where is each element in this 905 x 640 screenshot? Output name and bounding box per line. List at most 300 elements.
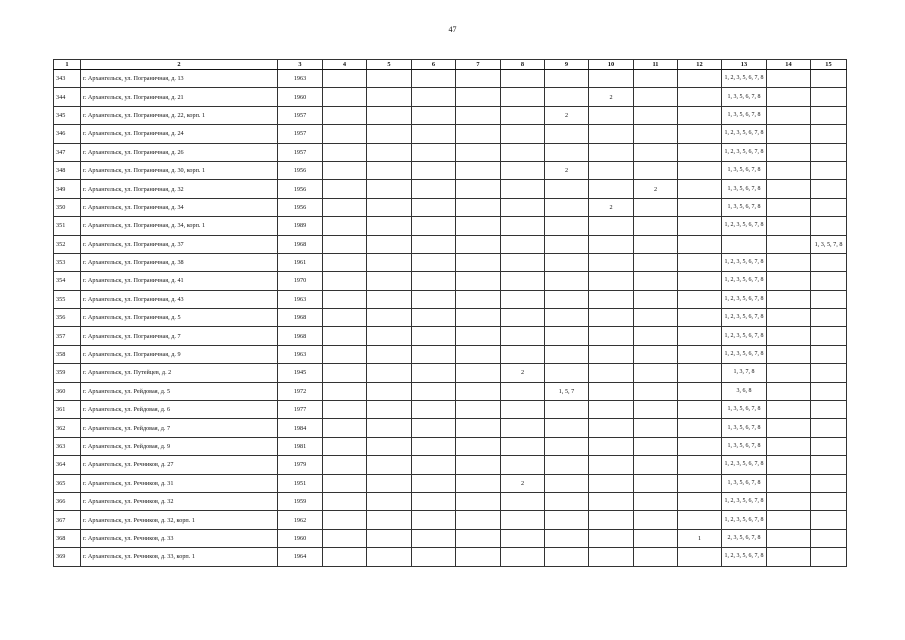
column-9-cell — [545, 511, 589, 529]
column-11-cell — [634, 327, 678, 345]
column-9-cell — [545, 401, 589, 419]
row-number-cell: 368 — [54, 529, 81, 547]
column-4-cell — [323, 235, 367, 253]
column-13-cell: 1, 3, 5, 6, 7, 8 — [722, 180, 767, 198]
column-10-cell — [589, 106, 634, 124]
address-cell: г. Архангельск, ул. Пограничная, д. 43 — [81, 290, 278, 308]
column-7-cell — [456, 88, 501, 106]
column-5-cell — [367, 437, 412, 455]
address-cell: г. Архангельск, ул. Пограничная, д. 41 — [81, 272, 278, 290]
column-header-15: 15 — [811, 60, 847, 70]
column-15-cell — [811, 364, 847, 382]
column-14-cell — [767, 511, 811, 529]
column-12-cell — [678, 290, 722, 308]
year-cell: 1945 — [278, 364, 323, 382]
year-cell: 1957 — [278, 125, 323, 143]
column-6-cell — [412, 106, 456, 124]
column-14-cell — [767, 253, 811, 271]
column-9-cell — [545, 235, 589, 253]
column-12-cell — [678, 253, 722, 271]
column-12-cell — [678, 272, 722, 290]
column-5-cell — [367, 143, 412, 161]
column-10-cell — [589, 382, 634, 400]
column-6-cell — [412, 327, 456, 345]
address-cell: г. Архангельск, ул. Пограничная, д. 38 — [81, 253, 278, 271]
table-header — [54, 60, 847, 70]
column-header-13: 13 — [722, 60, 767, 70]
table-body — [54, 70, 847, 567]
column-9-cell — [545, 125, 589, 143]
column-6-cell — [412, 548, 456, 566]
column-6-cell — [412, 529, 456, 547]
column-9-cell — [545, 548, 589, 566]
column-7-cell — [456, 180, 501, 198]
column-header-7: 7 — [456, 60, 501, 70]
column-13-cell: 3, 6, 8 — [722, 382, 767, 400]
column-10-cell: 2 — [589, 88, 634, 106]
column-10-cell — [589, 456, 634, 474]
row-number-cell: 344 — [54, 88, 81, 106]
column-6-cell — [412, 235, 456, 253]
column-7-cell — [456, 529, 501, 547]
table-row — [54, 456, 847, 474]
address-cell: г. Архангельск, ул. Рейдовая, д. 7 — [81, 419, 278, 437]
column-header-10: 10 — [589, 60, 634, 70]
row-number-cell: 363 — [54, 437, 81, 455]
column-4-cell — [323, 125, 367, 143]
column-9-cell — [545, 290, 589, 308]
column-12-cell — [678, 474, 722, 492]
column-8-cell — [501, 511, 545, 529]
column-5-cell — [367, 382, 412, 400]
register-table — [53, 59, 847, 567]
column-11-cell — [634, 529, 678, 547]
column-6-cell — [412, 253, 456, 271]
table-row — [54, 437, 847, 455]
table-row — [54, 511, 847, 529]
column-12-cell — [678, 125, 722, 143]
column-12-cell — [678, 180, 722, 198]
row-number-cell: 369 — [54, 548, 81, 566]
column-12-cell — [678, 217, 722, 235]
column-8-cell — [501, 198, 545, 216]
column-9-cell — [545, 492, 589, 510]
column-9-cell — [545, 180, 589, 198]
column-8-cell — [501, 235, 545, 253]
column-12-cell — [678, 548, 722, 566]
header-row — [54, 60, 847, 70]
column-11-cell — [634, 235, 678, 253]
column-14-cell — [767, 88, 811, 106]
row-number-cell: 356 — [54, 309, 81, 327]
column-11-cell — [634, 492, 678, 510]
column-14-cell — [767, 161, 811, 179]
column-5-cell — [367, 511, 412, 529]
column-13-cell: 1, 3, 5, 6, 7, 8 — [722, 198, 767, 216]
column-9-cell — [545, 419, 589, 437]
column-4-cell — [323, 456, 367, 474]
address-cell: г. Архангельск, ул. Пограничная, д. 37 — [81, 235, 278, 253]
column-6-cell — [412, 70, 456, 88]
column-7-cell — [456, 345, 501, 363]
table-row — [54, 217, 847, 235]
column-11-cell — [634, 143, 678, 161]
row-number-cell: 367 — [54, 511, 81, 529]
row-number-cell: 350 — [54, 198, 81, 216]
column-7-cell — [456, 253, 501, 271]
column-7-cell — [456, 106, 501, 124]
column-13-cell: 1, 2, 3, 5, 6, 7, 8 — [722, 143, 767, 161]
column-8-cell — [501, 88, 545, 106]
year-cell: 1984 — [278, 419, 323, 437]
column-10-cell — [589, 309, 634, 327]
row-number-cell: 364 — [54, 456, 81, 474]
column-11-cell — [634, 401, 678, 419]
column-6-cell — [412, 161, 456, 179]
column-15-cell — [811, 401, 847, 419]
column-15-cell — [811, 125, 847, 143]
column-5-cell — [367, 548, 412, 566]
column-8-cell — [501, 345, 545, 363]
column-7-cell — [456, 382, 501, 400]
column-13-cell: 1, 3, 5, 6, 7, 8 — [722, 88, 767, 106]
column-6-cell — [412, 492, 456, 510]
column-13-cell: 1, 3, 5, 6, 7, 8 — [722, 474, 767, 492]
year-cell: 1957 — [278, 106, 323, 124]
address-cell: г. Архангельск, ул. Пограничная, д. 34 — [81, 198, 278, 216]
table-row — [54, 419, 847, 437]
column-9-cell — [545, 364, 589, 382]
address-cell: г. Архангельск, ул. Пограничная, д. 32 — [81, 180, 278, 198]
column-15-cell — [811, 217, 847, 235]
column-6-cell — [412, 382, 456, 400]
column-14-cell — [767, 474, 811, 492]
column-9-cell — [545, 217, 589, 235]
column-6-cell — [412, 419, 456, 437]
table-row — [54, 401, 847, 419]
column-header-2: 2 — [81, 60, 278, 70]
address-cell: г. Архангельск, ул. Пограничная, д. 34, корп. 1 — [81, 217, 278, 235]
column-6-cell — [412, 143, 456, 161]
column-7-cell — [456, 290, 501, 308]
column-14-cell — [767, 272, 811, 290]
column-6-cell — [412, 309, 456, 327]
column-7-cell — [456, 419, 501, 437]
column-11-cell — [634, 456, 678, 474]
year-cell: 1951 — [278, 474, 323, 492]
column-13-cell: 1, 2, 3, 5, 6, 7, 8 — [722, 253, 767, 271]
address-cell: г. Архангельск, ул. Пограничная, д. 13 — [81, 70, 278, 88]
column-6-cell — [412, 217, 456, 235]
table-row — [54, 88, 847, 106]
column-10-cell — [589, 272, 634, 290]
row-number-cell: 353 — [54, 253, 81, 271]
row-number-cell: 354 — [54, 272, 81, 290]
row-number-cell: 362 — [54, 419, 81, 437]
column-6-cell — [412, 456, 456, 474]
address-cell: г. Архангельск, ул. Речников, д. 27 — [81, 456, 278, 474]
address-cell: г. Архангельск, ул. Пограничная, д. 30, корп. 1 — [81, 161, 278, 179]
column-5-cell — [367, 198, 412, 216]
column-15-cell — [811, 345, 847, 363]
column-4-cell — [323, 364, 367, 382]
column-14-cell — [767, 548, 811, 566]
column-15-cell — [811, 180, 847, 198]
table-row — [54, 345, 847, 363]
year-cell: 1956 — [278, 161, 323, 179]
column-14-cell — [767, 125, 811, 143]
column-5-cell — [367, 106, 412, 124]
column-5-cell — [367, 161, 412, 179]
column-7-cell — [456, 161, 501, 179]
column-12-cell — [678, 364, 722, 382]
table-row — [54, 180, 847, 198]
column-13-cell: 1, 3, 5, 6, 7, 8 — [722, 161, 767, 179]
column-8-cell — [501, 419, 545, 437]
column-11-cell — [634, 217, 678, 235]
column-13-cell: 2, 3, 5, 6, 7, 8 — [722, 529, 767, 547]
column-8-cell — [501, 272, 545, 290]
column-4-cell — [323, 474, 367, 492]
column-8-cell — [501, 70, 545, 88]
column-14-cell — [767, 382, 811, 400]
row-number-cell: 351 — [54, 217, 81, 235]
column-14-cell — [767, 364, 811, 382]
column-6-cell — [412, 401, 456, 419]
column-7-cell — [456, 437, 501, 455]
column-9-cell — [545, 529, 589, 547]
column-9-cell — [545, 309, 589, 327]
column-11-cell — [634, 125, 678, 143]
column-7-cell — [456, 492, 501, 510]
column-11-cell — [634, 290, 678, 308]
column-14-cell — [767, 70, 811, 88]
column-13-cell: 1, 2, 3, 5, 6, 7, 8 — [722, 309, 767, 327]
column-4-cell — [323, 70, 367, 88]
column-5-cell — [367, 125, 412, 143]
column-13-cell: 1, 2, 3, 5, 6, 7, 8 — [722, 70, 767, 88]
column-15-cell — [811, 474, 847, 492]
column-7-cell — [456, 327, 501, 345]
address-cell: г. Архангельск, ул. Рейдовая, д. 5 — [81, 382, 278, 400]
column-header-6: 6 — [412, 60, 456, 70]
column-10-cell — [589, 235, 634, 253]
column-8-cell: 2 — [501, 364, 545, 382]
column-4-cell — [323, 401, 367, 419]
table-row — [54, 309, 847, 327]
column-13-cell: 1, 2, 3, 5, 6, 7, 8 — [722, 511, 767, 529]
row-number-cell: 349 — [54, 180, 81, 198]
address-cell: г. Архангельск, ул. Пограничная, д. 22, корп. 1 — [81, 106, 278, 124]
column-15-cell — [811, 70, 847, 88]
column-8-cell — [501, 180, 545, 198]
column-13-cell: 1, 3, 5, 6, 7, 8 — [722, 437, 767, 455]
row-number-cell: 365 — [54, 474, 81, 492]
column-15-cell — [811, 198, 847, 216]
row-number-cell: 359 — [54, 364, 81, 382]
column-8-cell — [501, 106, 545, 124]
column-12-cell — [678, 106, 722, 124]
column-14-cell — [767, 180, 811, 198]
year-cell: 1964 — [278, 548, 323, 566]
column-4-cell — [323, 161, 367, 179]
column-7-cell — [456, 309, 501, 327]
column-5-cell — [367, 474, 412, 492]
address-cell: г. Архангельск, ул. Пограничная, д. 9 — [81, 345, 278, 363]
address-cell: г. Архангельск, ул. Пограничная, д. 7 — [81, 327, 278, 345]
column-9-cell: 2 — [545, 161, 589, 179]
column-14-cell — [767, 456, 811, 474]
row-number-cell: 366 — [54, 492, 81, 510]
column-13-cell: 1, 2, 3, 5, 6, 7, 8 — [722, 548, 767, 566]
column-14-cell — [767, 437, 811, 455]
year-cell: 1960 — [278, 88, 323, 106]
column-9-cell: 1, 5, 7 — [545, 382, 589, 400]
column-13-cell: 1, 2, 3, 5, 6, 7, 8 — [722, 290, 767, 308]
year-cell: 1970 — [278, 272, 323, 290]
column-6-cell — [412, 437, 456, 455]
year-cell: 1989 — [278, 217, 323, 235]
column-8-cell — [501, 217, 545, 235]
address-cell: г. Архангельск, ул. Рейдовая, д. 6 — [81, 401, 278, 419]
column-14-cell — [767, 143, 811, 161]
column-7-cell — [456, 511, 501, 529]
row-number-cell: 360 — [54, 382, 81, 400]
column-8-cell — [501, 309, 545, 327]
column-12-cell — [678, 235, 722, 253]
column-15-cell — [811, 253, 847, 271]
year-cell: 1963 — [278, 70, 323, 88]
column-15-cell — [811, 88, 847, 106]
column-header-14: 14 — [767, 60, 811, 70]
column-header-4: 4 — [323, 60, 367, 70]
column-11-cell — [634, 345, 678, 363]
address-cell: г. Архангельск, ул. Путейцев, д. 2 — [81, 364, 278, 382]
column-12-cell — [678, 419, 722, 437]
column-13-cell: 1, 2, 3, 5, 6, 7, 8 — [722, 272, 767, 290]
column-10-cell — [589, 529, 634, 547]
column-4-cell — [323, 88, 367, 106]
table-row — [54, 235, 847, 253]
column-6-cell — [412, 125, 456, 143]
column-15-cell — [811, 382, 847, 400]
column-8-cell — [501, 290, 545, 308]
year-cell: 1968 — [278, 235, 323, 253]
column-7-cell — [456, 143, 501, 161]
address-cell: г. Архангельск, ул. Речников, д. 32, корп. 1 — [81, 511, 278, 529]
column-10-cell — [589, 345, 634, 363]
column-5-cell — [367, 345, 412, 363]
column-9-cell — [545, 88, 589, 106]
column-13-cell: 1, 2, 3, 5, 6, 7, 8 — [722, 217, 767, 235]
table-row — [54, 198, 847, 216]
address-cell: г. Архангельск, ул. Речников, д. 31 — [81, 474, 278, 492]
table-row — [54, 106, 847, 124]
table-row — [54, 272, 847, 290]
year-cell: 1962 — [278, 511, 323, 529]
column-6-cell — [412, 364, 456, 382]
column-13-cell: 1, 2, 3, 5, 6, 7, 8 — [722, 327, 767, 345]
column-10-cell — [589, 437, 634, 455]
column-11-cell — [634, 198, 678, 216]
column-15-cell — [811, 492, 847, 510]
column-7-cell — [456, 272, 501, 290]
address-cell: г. Архангельск, ул. Пограничная, д. 5 — [81, 309, 278, 327]
column-7-cell — [456, 364, 501, 382]
column-4-cell — [323, 437, 367, 455]
year-cell: 1957 — [278, 143, 323, 161]
column-9-cell — [545, 198, 589, 216]
year-cell: 1960 — [278, 529, 323, 547]
year-cell: 1972 — [278, 382, 323, 400]
table-row — [54, 143, 847, 161]
column-header-3: 3 — [278, 60, 323, 70]
column-6-cell — [412, 272, 456, 290]
column-9-cell — [545, 437, 589, 455]
row-number-cell: 345 — [54, 106, 81, 124]
column-header-11: 11 — [634, 60, 678, 70]
year-cell: 1961 — [278, 253, 323, 271]
column-5-cell — [367, 217, 412, 235]
row-number-cell: 343 — [54, 70, 81, 88]
column-5-cell — [367, 529, 412, 547]
column-7-cell — [456, 198, 501, 216]
column-6-cell — [412, 88, 456, 106]
column-4-cell — [323, 217, 367, 235]
column-15-cell — [811, 437, 847, 455]
column-4-cell — [323, 529, 367, 547]
column-5-cell — [367, 419, 412, 437]
column-10-cell — [589, 217, 634, 235]
column-6-cell — [412, 198, 456, 216]
column-8-cell — [501, 382, 545, 400]
column-7-cell — [456, 474, 501, 492]
column-5-cell — [367, 253, 412, 271]
column-9-cell — [545, 143, 589, 161]
column-14-cell — [767, 235, 811, 253]
column-8-cell — [501, 161, 545, 179]
year-cell: 1959 — [278, 492, 323, 510]
column-8-cell — [501, 492, 545, 510]
address-cell: г. Архангельск, ул. Рейдовая, д. 9 — [81, 437, 278, 455]
column-15-cell — [811, 290, 847, 308]
column-7-cell — [456, 125, 501, 143]
column-5-cell — [367, 88, 412, 106]
row-number-cell: 347 — [54, 143, 81, 161]
table-row — [54, 290, 847, 308]
column-5-cell — [367, 492, 412, 510]
column-15-cell — [811, 309, 847, 327]
column-12-cell — [678, 143, 722, 161]
column-15-cell: 1, 3, 5, 7, 8 — [811, 235, 847, 253]
column-11-cell — [634, 437, 678, 455]
table-row — [54, 70, 847, 88]
column-11-cell — [634, 548, 678, 566]
column-9-cell — [545, 272, 589, 290]
column-4-cell — [323, 548, 367, 566]
column-11-cell — [634, 309, 678, 327]
row-number-cell: 358 — [54, 345, 81, 363]
column-13-cell: 1, 3, 5, 6, 7, 8 — [722, 419, 767, 437]
column-5-cell — [367, 70, 412, 88]
column-11-cell — [634, 419, 678, 437]
column-12-cell — [678, 456, 722, 474]
column-4-cell — [323, 309, 367, 327]
column-8-cell — [501, 548, 545, 566]
column-15-cell — [811, 419, 847, 437]
column-15-cell — [811, 511, 847, 529]
column-15-cell — [811, 529, 847, 547]
